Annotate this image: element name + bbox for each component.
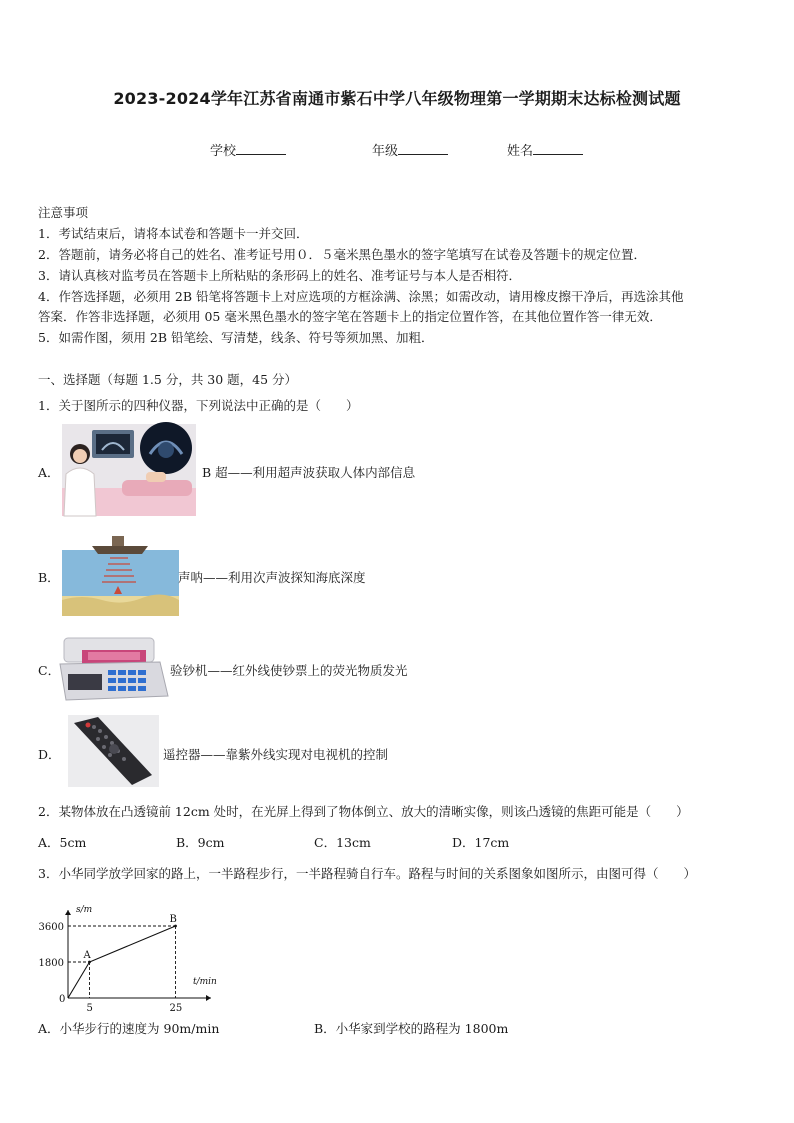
q1-option-d-text: 遥控器——靠紫外线实现对电视机的控制 xyxy=(163,747,389,762)
q1-option-b-letter: B． xyxy=(38,570,60,585)
y-tick-label: 3600 xyxy=(38,922,64,933)
data-point-B xyxy=(174,925,177,928)
q1-option-b-text: 声呐——利用次声波探知海底深度 xyxy=(178,570,366,585)
notice-item: 2．答题前，请务必将自己的姓名、准考证号用０．５毫米黑色墨水的签字笔填写在试卷及答题卡的规定位置． xyxy=(38,247,646,262)
data-point-A xyxy=(88,961,91,964)
q1-option-c-letter: C． xyxy=(38,663,61,678)
question-3-stem: 3．小华同学放学回家的路上，一半路程步行，一半路程骑自行车。路程与时间的关系图象如图所示，由图可得（ ） xyxy=(38,866,696,881)
notice-item: 1．考试结束后，请将本试卷和答题卡一并交回． xyxy=(38,226,309,241)
grade-label: 年级 xyxy=(372,144,399,159)
school-label: 学校 xyxy=(210,144,237,159)
x-tick-label: 25 xyxy=(169,1003,183,1014)
y-axis-arrow xyxy=(65,910,71,915)
q2-option-d: D．17cm xyxy=(452,835,510,850)
notice-item: 4．作答选择题，必须用 2B 铅笔将答题卡上对应选项的方框涂满、涂黑；如需改动，请用橡皮擦干净后，再选涂其他 xyxy=(38,289,684,304)
q2-option-b: B．9cm xyxy=(176,835,225,850)
remote-control-image xyxy=(68,715,159,787)
sonar-image xyxy=(62,532,179,616)
question-1-stem: 1．关于图所示的四种仪器，下列说法中正确的是（ ） xyxy=(38,398,359,413)
section-heading: 一、选择题（每题 1.5 分，共 30 题，45 分） xyxy=(38,372,298,387)
origin-label: 0 xyxy=(59,994,66,1005)
money-detector-image xyxy=(60,634,170,704)
q3-option-b: B．小华家到学校的路程为 1800m xyxy=(314,1021,509,1036)
notice-heading: 注意事项 xyxy=(38,205,89,220)
x-tick-label: 5 xyxy=(86,1003,93,1014)
q1-option-c-text: 验钞机——红外线使钞票上的荧光物质发光 xyxy=(170,663,408,678)
q1-option-a-text: B 超——利用超声波获取人体内部信息 xyxy=(202,465,416,480)
q1-option-d-letter: D． xyxy=(38,747,61,762)
q2-option-a: A．5cm xyxy=(38,835,87,850)
page-title: 2023-2024学年江苏省南通市紫石中学八年级物理第一学期期末达标检测试题 xyxy=(113,89,681,108)
grade-field xyxy=(372,140,448,159)
point-label-A: A xyxy=(83,950,91,961)
q1-option-a-letter: A． xyxy=(38,465,60,480)
name-field xyxy=(507,140,583,159)
grade-blank xyxy=(398,142,448,155)
distance-time-chart xyxy=(30,888,217,1014)
x-axis-arrow xyxy=(206,995,211,1001)
school-blank xyxy=(236,142,286,155)
x-axis-label: t/min xyxy=(193,977,217,987)
question-2-stem: 2．某物体放在凸透镜前 12cm 处时，在光屏上得到了物体倒立、放大的清晰实像，则该凸透镜的焦距可能是（ ） xyxy=(38,804,689,819)
notice-item: 答案．作答非选择题，必须用 05 毫米黑色墨水的签字笔在答题卡上的指定位置作答，在其他位置作答一律无效． xyxy=(38,309,662,324)
q2-option-c: C．13cm xyxy=(314,835,371,850)
name-label: 姓名 xyxy=(507,144,534,159)
q3-option-a: A．小华步行的速度为 90m/min xyxy=(38,1021,220,1036)
notice-item: 5．如需作图，须用 2B 铅笔绘、写清楚，线条、符号等须加黑、加粗． xyxy=(38,330,434,345)
notice-item: 3．请认真核对监考员在答题卡上所粘贴的条形码上的姓名、准考证号与本人是否相符． xyxy=(38,268,521,283)
point-label-B: B xyxy=(169,914,177,925)
y-tick-label: 1800 xyxy=(38,958,64,969)
name-blank xyxy=(533,142,583,155)
school-field xyxy=(210,140,286,159)
y-axis-label: s/m xyxy=(76,905,93,915)
ultrasound-image xyxy=(62,424,196,516)
